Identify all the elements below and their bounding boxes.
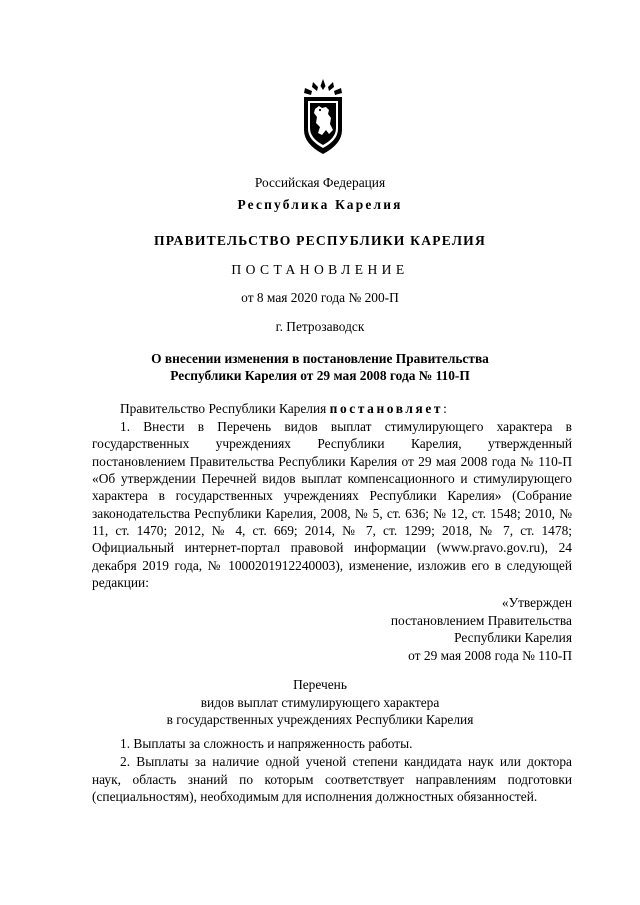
karelia-coat-of-arms-icon bbox=[300, 78, 346, 156]
date-number: от 8 мая 2020 года № 200-П bbox=[241, 290, 399, 305]
document-title-line: Республики Карелия от 29 мая 2008 года № 110-П bbox=[170, 368, 470, 383]
issuing-authority: ПРАВИТЕЛЬСТВО РЕСПУБЛИКИ КАРЕЛИЯ bbox=[154, 233, 486, 248]
list-title-line: в государственных учреждениях Республики Карелия bbox=[166, 712, 474, 727]
decree-word: постановляет bbox=[329, 401, 444, 416]
document-title-line: О внесении изменения в постановление Правительства bbox=[151, 351, 489, 366]
list-item: 2. Выплаты за наличие одной ученой степени кандидата наук или доктора наук, область знаний по которым соответствует направлениям подготовки (специальностям), необходимым для исполнения должностных обязанностей. bbox=[92, 754, 572, 804]
paragraph-1: 1. Внести в Перечень видов выплат стимулирующего характера в государственных учреждениях Республики Карелия, утвержденный постановлением Правительства Республики Карелия от 29 мая 2008 года № 110-П «Об утверждении Перечней видов выплат компенсационного и стимулирующего характера в государственных учреждениях Республики Карелия» (Собрание законодательства Республики Карелия, 2008, № 5, ст. 636; № 12, ст. 1548; 2010, № 11, ст. 1470; 2012, № 4, ст. 669; 2014, № 7, ст. 1299; 2018, № 7, ст. 1478; Официальный интернет-портал правовой информации (www.pravo.gov.ru), 24 декабря 2019 года, № 1000201912240003), изменение, изложив его в следующей редакции: bbox=[92, 419, 572, 591]
list-item: 1. Выплаты за сложность и напряженность работы. bbox=[120, 736, 413, 751]
intro-text: Правительство Республики Карелия bbox=[120, 401, 330, 416]
intro-paragraph bbox=[92, 400, 572, 418]
approval-line: «Утвержден bbox=[501, 595, 572, 610]
list-title-line: Перечень bbox=[293, 677, 347, 692]
document-type: ПОСТАНОВЛЕНИЕ bbox=[231, 262, 409, 277]
approval-line: от 29 мая 2008 года № 110-П bbox=[408, 647, 572, 663]
document-title bbox=[0, 350, 640, 384]
approval-line: постановлением Правительства bbox=[390, 612, 572, 628]
country-name: Российская Федерация bbox=[254, 175, 386, 190]
approval-stamp bbox=[312, 594, 572, 664]
region-name: Республика Карелия bbox=[237, 197, 403, 212]
approval-line: Республики Карелия bbox=[454, 630, 572, 645]
list-title bbox=[0, 676, 640, 729]
list-title-line: видов выплат стимулирующего характера bbox=[200, 694, 440, 710]
city: г. Петрозаводск bbox=[275, 319, 365, 334]
intro-colon: : bbox=[443, 401, 447, 416]
